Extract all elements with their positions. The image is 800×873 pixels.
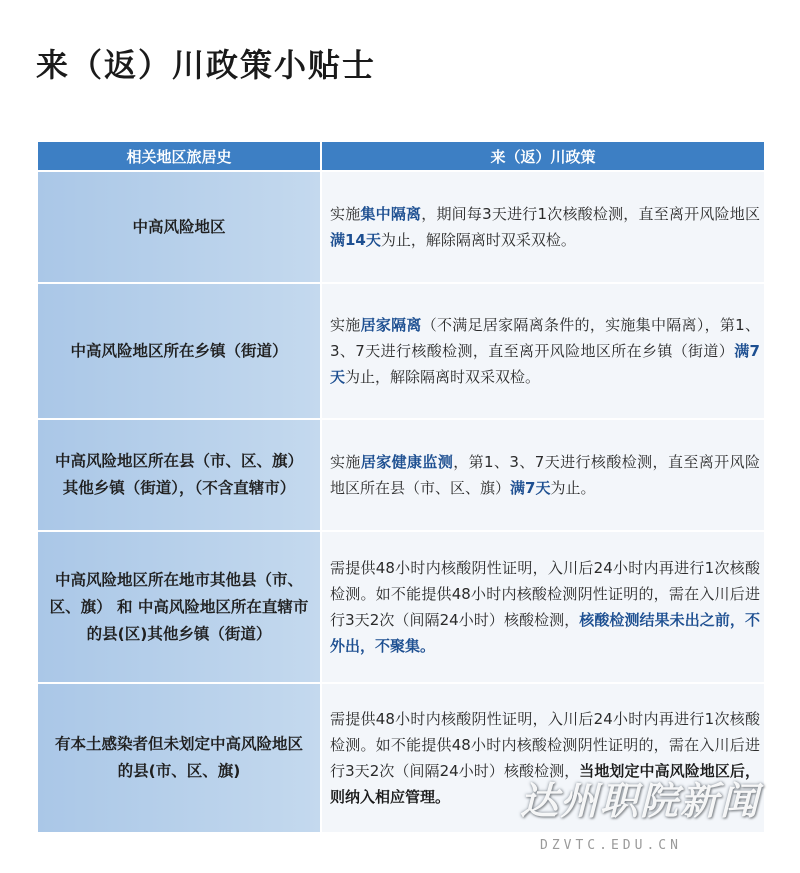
policy-cell bbox=[321, 283, 765, 419]
policy-highlight: 满14天 bbox=[330, 231, 381, 249]
region-cell: 中高风险地区所在地市其他县（市、区、旗） 和 中高风险地区所在直辖市的县(区)其他乡镇（街道） bbox=[37, 531, 321, 683]
policy-text: 为止。 bbox=[550, 479, 596, 497]
policy-highlight: 满7天 bbox=[510, 479, 551, 497]
watermark-url: DZVTC.EDU.CN bbox=[540, 838, 682, 853]
policy-text: 为止，解除隔离时双采双检。 bbox=[345, 368, 541, 386]
header-policy: 来（返）川政策 bbox=[321, 141, 765, 171]
policy-highlight: 满7天 bbox=[330, 342, 760, 386]
policy-text: 需提供48小时内核酸阴性证明，入川后24小时内再进行1次核酸检测。如不能提供48小时内核酸检测阴性证明的，需在入川后进行3天2次（间隔24小时）核酸检测， bbox=[330, 710, 760, 780]
policy-highlight: 核酸检测结果未出之前，不外出，不聚集。 bbox=[330, 611, 760, 655]
policy-text: （不满足居家隔离条件的，实施集中隔离），第1、3、7天进行核酸检测，直至离开风险地区所在乡镇（街道） bbox=[330, 316, 760, 360]
table-row bbox=[37, 283, 765, 419]
policy-text: ，第1、3、7天进行核酸检测，直至离开风险地区所在县（市、区、旗） bbox=[330, 453, 760, 497]
policy-highlight: 居家隔离 bbox=[360, 316, 422, 334]
table-header-row bbox=[37, 141, 765, 171]
region-cell: 中高风险地区所在县（市、区、旗）其他乡镇（街道），（不含直辖市） bbox=[37, 419, 321, 531]
policy-cell bbox=[321, 531, 765, 683]
header-region: 相关地区旅居史 bbox=[37, 141, 321, 171]
policy-text: ，期间每3天进行1次核酸检测，直至离开风险地区 bbox=[421, 205, 760, 223]
table-row bbox=[37, 171, 765, 283]
page-title: 来（返）川政策小贴士 bbox=[36, 46, 377, 84]
policy-text: 需提供48小时内核酸阴性证明，入川后24小时内再进行1次核酸检测。如不能提供48小时内核酸检测阴性证明的，需在入川后进行3天2次（间隔24小时）核酸检测， bbox=[330, 559, 760, 629]
policy-text: 实施 bbox=[330, 205, 361, 223]
policy-cell bbox=[321, 171, 765, 283]
policy-highlight: 居家健康监测 bbox=[360, 453, 454, 471]
policy-table bbox=[36, 140, 766, 834]
policy-text: 实施 bbox=[330, 316, 361, 334]
policy-highlight: 集中隔离 bbox=[360, 205, 422, 223]
policy-highlight: 当地划定中高风险地区后，则纳入相应管理。 bbox=[330, 762, 760, 806]
table-row bbox=[37, 531, 765, 683]
policy-cell bbox=[321, 419, 765, 531]
watermark-logo: 达州职院新闻 bbox=[519, 779, 760, 823]
table-row bbox=[37, 419, 765, 531]
region-cell: 有本土感染者但未划定中高风险地区的县(市、区、旗) bbox=[37, 683, 321, 833]
region-cell: 中高风险地区所在乡镇（街道） bbox=[37, 283, 321, 419]
policy-text: 实施 bbox=[330, 453, 361, 471]
region-cell: 中高风险地区 bbox=[37, 171, 321, 283]
policy-text: 为止，解除隔离时双采双检。 bbox=[380, 231, 576, 249]
